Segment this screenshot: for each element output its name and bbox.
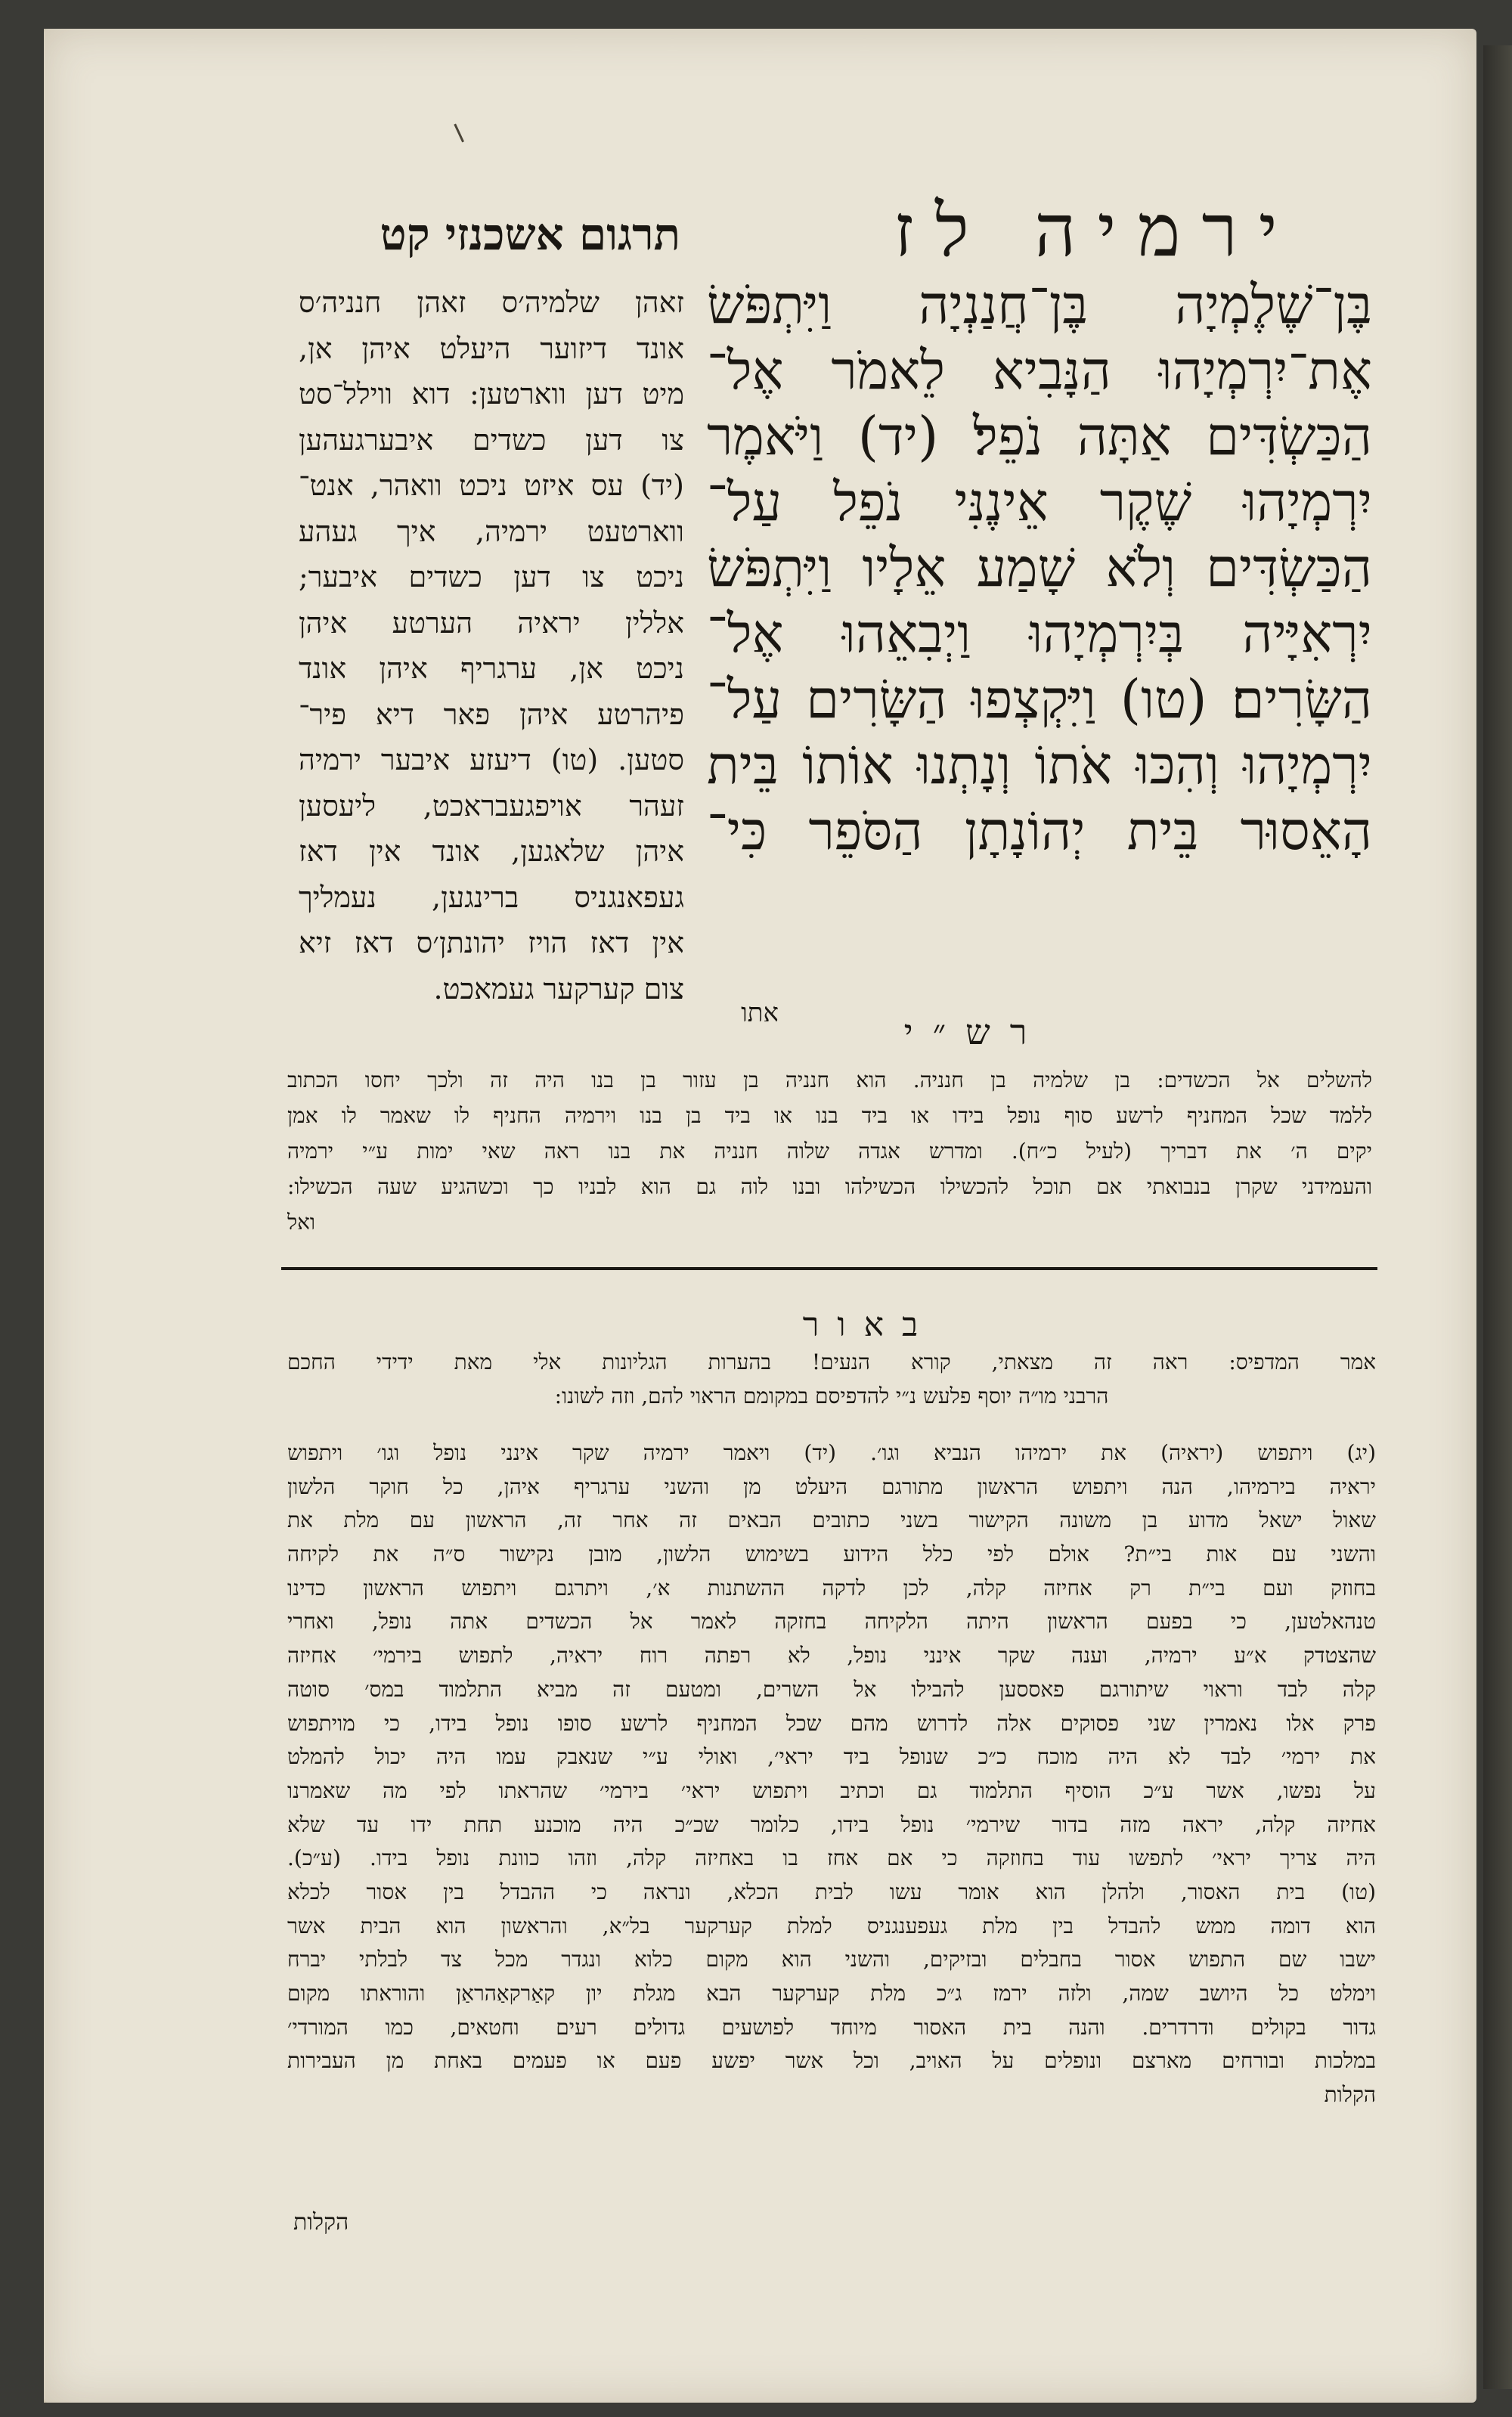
targum-line: צו דען כשדים איבערגעהען	[299, 423, 684, 457]
section-divider	[281, 1267, 1377, 1270]
biur-line: ישבו שם התפוש אסור בחבלים ובזיקים, והשני הוא מקום כלוא ונגדר מכל צד לבלתי יברח	[287, 1947, 1376, 1972]
main-text-line: הָאֵסוּר בֵּית יְהוֹנָתָן הַסֹּפֵר כִּי־	[707, 800, 1372, 862]
rashi-title: רש״י	[903, 1012, 1047, 1052]
rashi-commentary	[287, 1062, 1372, 1244]
biur-line: טנהאלטען, כי בפעם הראשון היתה הלקיחה בחזקה לאמר אל הכשדים אתה נופל, ואחרי	[287, 1609, 1376, 1635]
rashi-line: להשלים אל הכשדים: בן שלמיה בן חנניה. הוא חנניה בן עזור בן בנו היה זה ולכך יחסו הכתוב	[287, 1068, 1372, 1092]
rashi-line: ללמד שכל המחניף לרשע סוף נופל בידו או ביד בנו או ביד בן בנו וירמיה החניף לו שאמר לו אמן	[287, 1103, 1372, 1128]
biur-line: פרק אלו נאמרין שני פסוקים אלה לדרוש מהם שכל המחניף לרשע סופו נופל בידו, כי מויתפוש	[287, 1710, 1376, 1736]
biur-line: על נפשו, אשר ע״כ הוסיף התלמוד גם וכתיב ויתפוש יראי׳ בירמי׳ שהראתו לפי מה שאמרנו	[287, 1777, 1376, 1803]
targum-header: תרגום אשכנזי קט	[380, 209, 680, 260]
biur-line: וימלט כל היושב שמה, ולזה ירמז ג״כ מלת קערקער הבא מגלת יון קאַרקאַהראַן והוראתו מקום	[287, 1981, 1376, 2006]
main-catchword: אתו	[741, 998, 779, 1028]
main-hebrew-text	[707, 272, 1372, 998]
biur-line: את ירמי׳ לבד לא היה מוכח כ״כ שנופל ביד יראי׳, ואולי ע״י שנאבק עמו היה יכול להמלט	[287, 1744, 1376, 1770]
biur-line: והשני עם אות בי״ת? אולם לפי כלל הידוע בשימוש הלשון, מובן נקישור ס״ה את לקיחה	[287, 1542, 1376, 1567]
biur-line: הוא דומה ממש להבדל בין מלת געפענגניס למלת קערקער בל״א, והראשון הוא הבית אשר	[287, 1913, 1376, 1938]
biur-line: גדור בקולים ודרדרים. והנה בית האסור מיוחד לפושעים גדולים רעים וחטאים, כמו המורדי׳	[287, 2014, 1376, 2040]
book-title-header: ירמיה לז	[894, 188, 1299, 273]
targum-line: פיהרטע איהן פאר דיא פיר־	[299, 697, 684, 731]
biur-intro-line: הרבני מו״ה יוסף פלעש נ״י להדפיסם במקומם הראוי להם, וזה לשונו:	[554, 1383, 1109, 1408]
biur-catchword: הקלות	[293, 2209, 349, 2236]
targum-line: זאהן שלמיה׳ס זאהן חנניה׳ס	[299, 286, 684, 319]
targum-line: צום קערקער געמאכט.	[433, 971, 684, 1006]
targum-line: ווארטעט ירמיה, איך געהע	[299, 514, 684, 548]
targum-line: סטען. (טו) דיעזע איבער ירמיה	[299, 743, 684, 776]
main-text-line: בֶּן־שֶׁלֶמְיָה בֶּן־חֲנַנְיָה וַיִּתְפֹּשׂ	[707, 274, 1372, 336]
targum-line: (יד) עס איזט ניכט וואהר, אנט־	[299, 469, 684, 502]
biur-line: אחיזה קלה, יראה מזה בדור שירמי׳ נופל בידו, כלומר שכ״כ היה מוכנע תחת ידו עד שלא	[287, 1811, 1376, 1837]
main-text-line: הַכַּשְׂדִּים אַתָּה נֹפֵל׃ (יד) וַיֹּאמֶר	[707, 405, 1372, 467]
targum-line: מיט דען ווארטען: דוא ווילל־סט	[299, 377, 684, 411]
targum-column	[299, 280, 684, 1006]
biur-line: שהצטדק א״ע ירמיה, וענה שקר אינני נופל, לא רפתה רוח יראיה, לתפוש בירמי׳ אחיזה	[287, 1643, 1376, 1669]
targum-line: געפאנגניס ברינגען, נעמליך	[299, 880, 684, 914]
biur-line: יראיה בירמיהו, הנה ויתפוש הראשון מתורגם היעלט מן והשני ערגריף איהן, כל חוקר הלשון	[287, 1473, 1376, 1499]
biur-intro-line: אמר המדפיס: ראה זה מצאתי, קורא הנעים! בהערות הגליונות אלי מאת ידידי החכם	[287, 1349, 1376, 1374]
biur-line: (יג) ויתפוש (יראיה) את ירמיהו הנביא וגו׳. (יד) ויאמר ירמיה שקר אינני נופל וגו׳ ויתפוש	[287, 1440, 1376, 1465]
targum-line: זעהר אויפגעבראכט, ליעסען	[299, 789, 684, 823]
biur-line: קלה לבד וראוי שיתורגם פאססען להבילו אל השרים, ומטעם זה מביא התלמוד במס׳ סוטה	[287, 1676, 1376, 1702]
biur-line: במלכות ובורחים מארצם ונופלים על האויב, וכל אשר יפשע פעם או פעמים באחת מן העבירות	[287, 2048, 1376, 2074]
main-text-line: הַשָּׂרִים׃ (טו) וַיִּקְצְפוּ הַשָּׂרִים עַל־	[707, 668, 1372, 730]
biur-line: היה צריך יראי׳ לתפשו עוד בחוזקה כי אם אחז בו באחיזה קלה, וזהו כוונת נופל בידו. (ע״כ).	[287, 1845, 1376, 1871]
book-cover-edge	[1483, 45, 1512, 2389]
rashi-line: יקים ה׳ את דבריך (לעיל כ״ח). ומדרש אגדה שלוה חנניה את בנו ראה שאי ימות ע״י ירמיה	[287, 1139, 1372, 1164]
biur-line: הקלות	[1324, 2082, 1376, 2108]
rashi-catchword: ואל	[287, 1210, 316, 1235]
targum-line: אללין יראיה הערטע איהן	[299, 606, 684, 640]
targum-line: איהן שלאגען, אונד אין דאז	[299, 835, 684, 868]
main-text-line: יִרְאִיָּיה בְּיִרְמְיָהוּ וַיְבִאֵהוּ אֶל־	[707, 603, 1372, 665]
main-text-line: יִרְמְיָהוּ שֶׁקֶר אֵינֶנִּי נֹפֵל עַל־	[707, 471, 1372, 533]
main-text-line: יִרְמְיָהוּ וְהִכּוּ אֹתוֹ וְנָתְנוּ אוֹתוֹ בֵּית	[707, 734, 1372, 796]
biur-commentary	[287, 1436, 1376, 2208]
rashi-line: והעמידני שקרן בנבואתי אם תוכל להכשילו הכשילהו ובנו לוה גם הוא לבניו כך וכשהגיע שעה הכשילו:	[287, 1174, 1372, 1199]
targum-line: אונד דיזוער היעלט איהן אן,	[299, 331, 684, 365]
main-text-line: אֶת־יִרְמְיָהוּ הַנָּבִיא לֵאמֹר אֶל־	[707, 339, 1372, 401]
targum-line: ניכט צו דען כשדים איבער;	[299, 560, 684, 593]
targum-line: אין דאז הויז יהונתן׳ס דאז זיא	[299, 926, 684, 959]
biur-printer-note	[287, 1346, 1376, 1421]
biur-title: באור	[802, 1306, 937, 1344]
biur-line: (טו) בית האסור, ולהלן הוא אומר עשו לבית הכלא, ונראה כי ההבדל בין אסור לכלא	[287, 1879, 1376, 1904]
biur-line: שאול ישאל מדוע בן משונה הקישור בשני כתובים הבאים זה אחר זה, הראשון עם מלת את	[287, 1508, 1376, 1533]
biur-line: בחוזק ועם בי״ת רק אחיזה קלה, לכן לדקה ההשתנות א׳, ויתרגם ויתפוש הראשון כדינו	[287, 1575, 1376, 1600]
targum-line: ניכט אן, ערגריף איהן אונד	[299, 652, 684, 685]
main-text-line: הַכַּשְׂדִּים וְלֹא שָׁמַע אֵלָיו וַיִּתְפֹּשׂ	[707, 537, 1372, 599]
